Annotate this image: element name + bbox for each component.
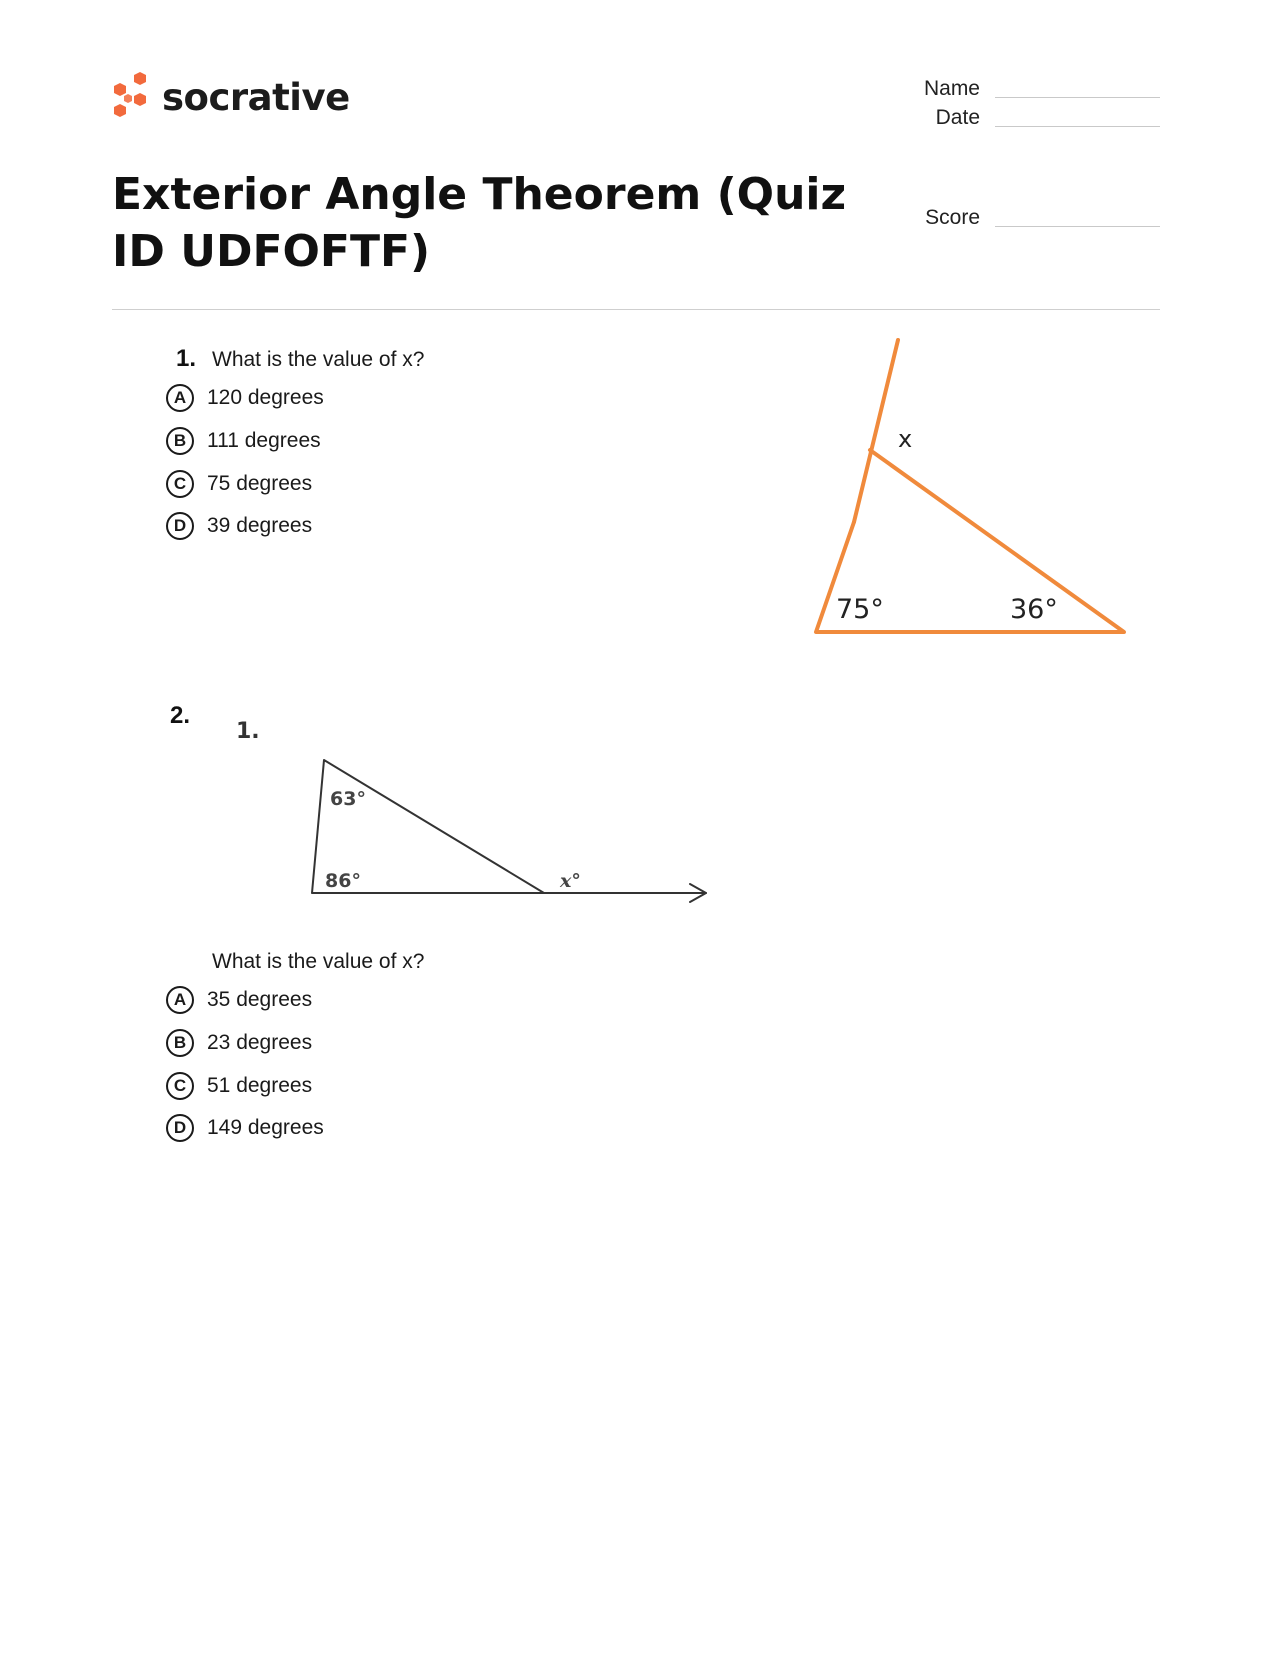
quiz-title: Exterior Angle Theorem (Quiz ID UDFOFTF) <box>112 169 847 277</box>
choice-text: 35 degrees <box>207 988 313 1011</box>
question-1-choice-b[interactable] <box>166 425 321 457</box>
socrative-hexagons-icon <box>110 72 150 122</box>
question-2-triangle-figure <box>222 710 742 930</box>
question-2-choice-c[interactable] <box>166 1070 312 1102</box>
score-field <box>880 206 1160 236</box>
angle-label-36: 36° <box>1010 594 1058 625</box>
triangle-sides <box>312 760 706 893</box>
figure-number-label: 1. <box>236 719 260 744</box>
exterior-angle-label: x <box>898 425 913 453</box>
header-divider <box>112 309 1160 310</box>
extended-side <box>854 340 898 522</box>
choice-bubble[interactable]: B <box>166 427 194 455</box>
socrative-logo <box>110 72 350 122</box>
question-1-choice-a[interactable] <box>166 382 324 414</box>
angle-label-63: 63° <box>330 788 366 810</box>
brand-name: socrative <box>162 75 350 119</box>
date-field <box>880 106 1160 136</box>
choice-text: 111 degrees <box>207 429 321 452</box>
choice-text: 51 degrees <box>207 1074 313 1097</box>
angle-label-86: 86° <box>325 870 361 892</box>
choice-text: 149 degrees <box>207 1116 324 1139</box>
choice-bubble[interactable]: B <box>166 1029 194 1057</box>
score-line[interactable] <box>995 226 1160 227</box>
question-2-prompt: What is the value of x? <box>212 950 425 973</box>
question-2-choice-a[interactable] <box>166 984 312 1016</box>
choice-bubble[interactable]: A <box>166 986 194 1014</box>
question-2-choice-b[interactable] <box>166 1027 312 1059</box>
question-1-choice-c[interactable] <box>166 468 312 500</box>
name-line[interactable] <box>995 97 1160 98</box>
question-2-number: 2. <box>170 702 191 729</box>
question-1-choice-d[interactable] <box>166 510 312 542</box>
choice-text: 23 degrees <box>207 1031 313 1054</box>
question-1-number: 1. <box>176 345 197 372</box>
angle-label-75: 75° <box>836 594 884 625</box>
choice-text: 120 degrees <box>207 386 324 409</box>
score-label: Score <box>925 206 980 229</box>
choice-bubble[interactable]: C <box>166 470 194 498</box>
choice-text: 39 degrees <box>207 514 313 537</box>
name-field <box>880 77 1160 107</box>
date-label: Date <box>935 106 980 129</box>
choice-bubble[interactable]: A <box>166 384 194 412</box>
question-1-triangle-figure <box>800 330 1160 650</box>
choice-text: 75 degrees <box>207 472 313 495</box>
choice-bubble[interactable]: D <box>166 512 194 540</box>
name-label: Name <box>923 77 980 100</box>
choice-bubble[interactable]: D <box>166 1114 194 1142</box>
question-2-choice-d[interactable] <box>166 1112 324 1144</box>
date-line[interactable] <box>995 126 1160 127</box>
exterior-angle-label: x° <box>560 870 581 892</box>
choice-bubble[interactable]: C <box>166 1072 194 1100</box>
question-1-prompt: What is the value of x? <box>212 348 425 371</box>
